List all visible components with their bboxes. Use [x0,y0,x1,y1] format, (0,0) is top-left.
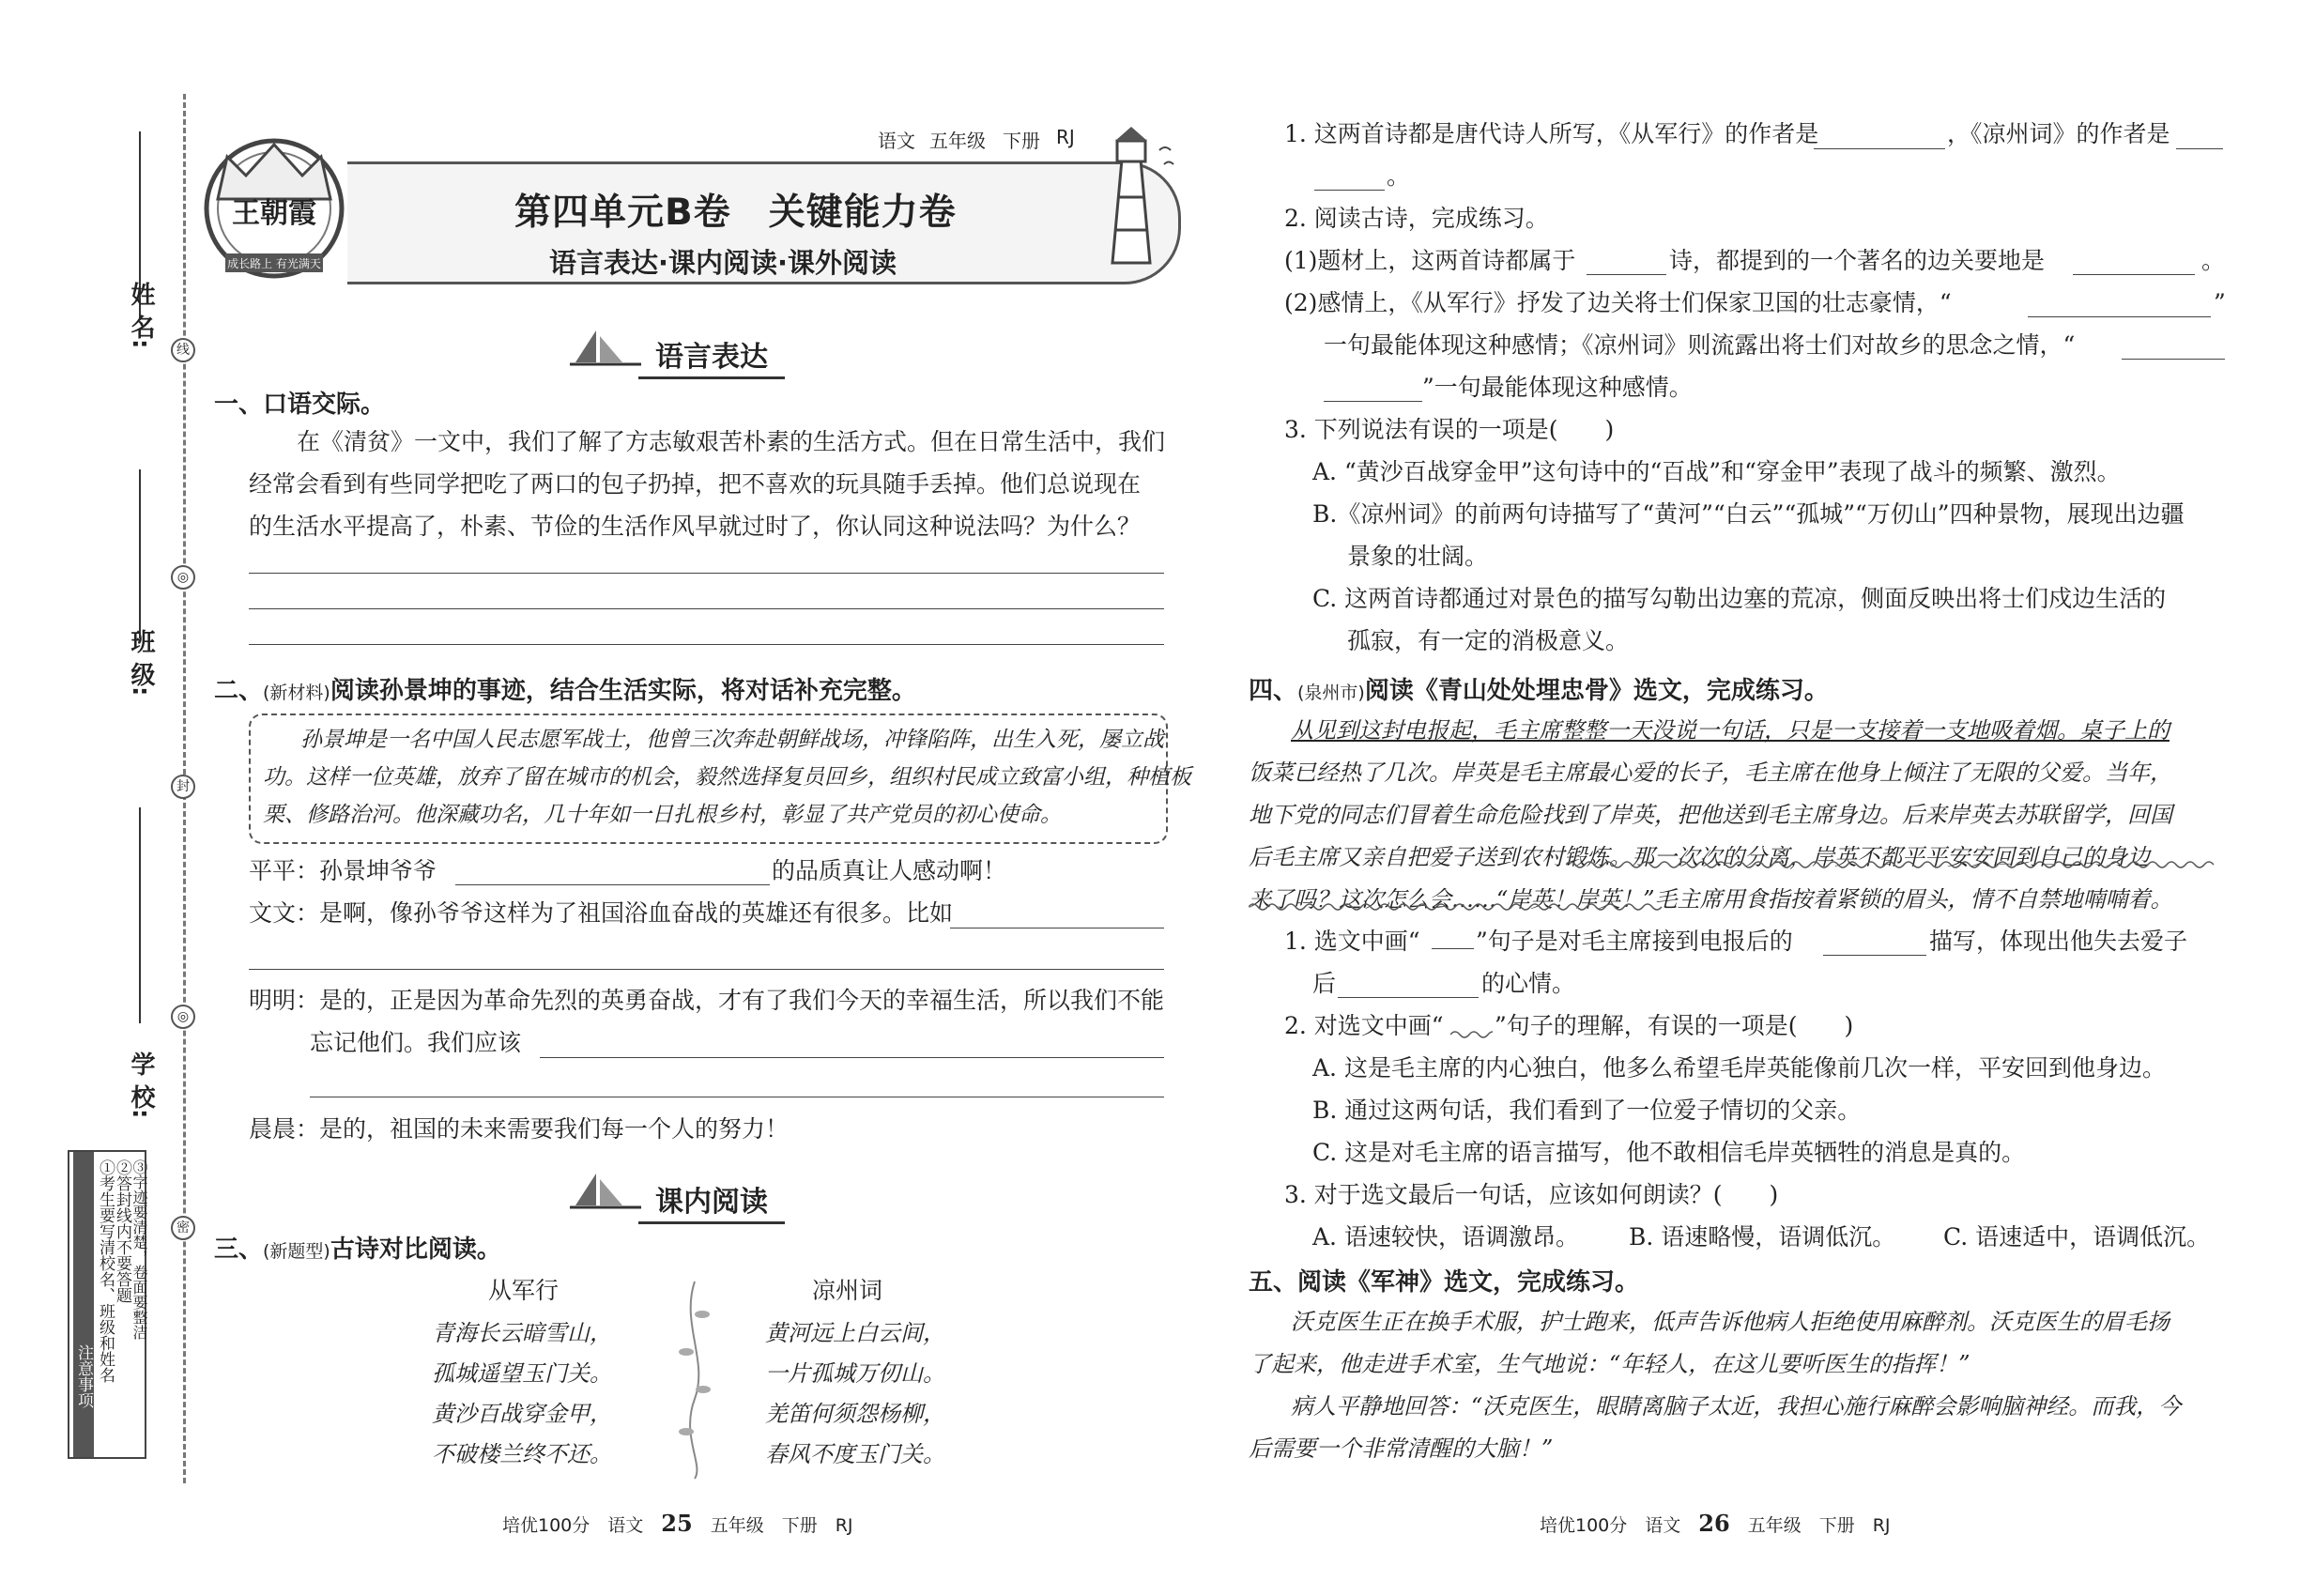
q4-2-wavy-mark [1450,1029,1493,1040]
q4-1-mark [1432,948,1474,949]
section-heading-language: 语言表达 [638,333,785,379]
footer-left-post: 五年级 下册 RJ [710,1515,853,1536]
r2-title: 2. 阅读古诗，完成练习。 [1284,205,1549,232]
r3-title: 3. 下列说法有误的一项是( ) [1284,416,1615,443]
q3-text: 古诗对比阅读。 [330,1235,501,1264]
q5-text-line: 病人平静地回答：“沃克医生，眼睛离脑子太近，我担心施行麻醉会影响脑神经。而我，今 [1291,1393,2182,1420]
poem2-line: 春风不度玉门关。 [765,1441,945,1467]
r2-2-blank-1[interactable] [2028,316,2211,317]
q4-wavy-underline [1249,901,1666,913]
q1-title: 一、口语交际。 [214,391,386,419]
q4-text-line: 饭菜已经热了几次。岸英是毛主席最心爱的长子，毛主席在他身上倾注了无限的父爱。当年， [1249,760,2172,786]
q3-prefix: 三、 [214,1235,264,1264]
r2-2-blank-2b[interactable] [1324,401,1422,402]
logo-text: 王朝霞 [232,197,316,230]
brand-logo [199,133,349,284]
q2-tag: (新材料) [263,683,330,703]
r2-2-blank-2[interactable] [2122,359,2225,360]
notes-title: 注意事项 [74,1344,93,1408]
poem2-line: 一片孤城万仞山。 [765,1360,945,1387]
lighthouse-icon [1080,122,1183,272]
r3-option-c-2: 孤寂，有一定的消极意义。 [1347,627,1630,654]
q4-text-line: 来了吗？这次怎么会……“岸英！岸英！”毛主席用食指按着紧锁的眉头，情不自禁地喃喃着。 [1249,886,2173,913]
header-grade: 五年级 [929,130,986,152]
q4-prefix: 四、 [1249,677,1298,705]
q4-2-option-b[interactable]: B. 通过这两句话，我们看到了一位爱子情切的父亲。 [1312,1097,1862,1124]
sailboat-icon [568,329,643,371]
poem1-line: 孤城遥望玉门关。 [432,1360,612,1387]
dialog-mingming-b: 忘记他们。我们应该 [310,1029,522,1056]
binding-mark-seal: 封 [171,775,195,799]
q4-text-line: 地下党的同志们冒着生命危险找到了岸英，把他送到毛主席身边。后来岸英去苏联留学，回国 [1249,802,2172,828]
r1-blank-2b[interactable] [1314,190,1385,191]
dialog-mingming-blank[interactable] [540,1057,1164,1058]
q4-1-b: ”句子是对毛主席接到电报后的 [1476,928,1793,955]
q2-text: 阅读孙景坤的事迹，结合生活实际，将对话补充完整。 [330,677,916,705]
q5-text-line: 了起来，他走进手术室，生气地说：“年轻人，在这儿要听医生的指挥！” [1249,1351,1970,1377]
dialog-mingming-a: 明明：是的，正是因为革命先烈的英勇奋战，才有了我们今天的幸福生活，所以我们不能 [249,987,1165,1014]
r2-2-a: (2)感情上，《从军行》抒发了边关将士们保家卫国的壮志豪情，“ [1284,289,1952,316]
q4-3-option-b[interactable]: B. 语速略慢，语调低沉。 [1629,1223,1896,1251]
material-line-1: 孙景坤是一名中国人民志愿军战士，他曾三次奔赴朝鲜战场，冲锋陷阵，出生入死，屡立战 [300,728,1164,752]
q4-title [1249,671,1829,706]
r3-option-a[interactable]: A. “黄沙百战穿金甲”这句诗中的“百战”和“穿金甲”表现了战斗的频繁、激烈。 [1312,458,2121,485]
footer-right-post: 五年级 下册 RJ [1747,1515,1891,1536]
q4-2-option-a[interactable]: A. 这是毛主席的内心独白，他多么希望毛岸英能像前几次一样，平安回到他身边。 [1312,1054,2166,1082]
header-edition: RJ [1056,126,1075,148]
r2-1-c: 。 [2201,247,2226,274]
q4-tag: (泉州市) [1297,683,1365,703]
q4-3-title: 3. 对于选文最后一句话，应该如何朗读？( ) [1284,1181,1779,1208]
q1-line-2: 经常会看到有些同学把吃了两口的包子扔掉，把不喜欢的玩具随手丢掉。他们总说现在 [249,470,1142,498]
r1-a: 1. 这两首诗都是唐代诗人所写，《从军行》的作者是 [1284,120,1819,147]
q2-title [214,671,916,706]
binding-mark-secret: 密 [171,1216,195,1240]
q4-3-option-a[interactable]: A. 语速较快，语调激昂。 [1312,1223,1579,1251]
q1-line-1: 在《清贫》一文中，我们了解了方志敏艰苦朴素的生活方式。但在日常生活中，我们 [297,428,1166,455]
dialog-pingping-blank[interactable] [455,884,770,885]
poem1-line: 不破楼兰终不还。 [432,1441,612,1467]
q4-2-a: 2. 对选文中画“ [1284,1012,1444,1039]
dialog-pingping-b: 的品质真让人感动啊！ [772,857,1007,884]
q2-prefix: 二、 [214,677,264,705]
q4-2-option-c[interactable]: C. 这是对毛主席的语言描写，他不敢相信毛岸英牺牲的消息是真的。 [1312,1139,2026,1166]
r1-c: 。 [1387,162,1411,190]
r1-blank-1[interactable] [1814,148,1945,149]
vine-divider-icon [671,1277,718,1483]
footer-left-pre: 培优100分 语文 [502,1515,644,1536]
section-heading-reading: 课内阅读 [638,1178,785,1224]
r3-option-b[interactable]: B.《凉州词》的前两句诗描写了“黄河”“白云”“孤城”“万仞山”四种景物，展现出边疆 [1312,500,2185,528]
school-label: 学 校: [127,1051,155,1119]
q1-answer-line[interactable] [249,608,1164,609]
header-subject: 语文 [878,130,915,152]
q4-text-line: 后毛主席又亲自把爱子送到农村锻炼。那一次次的分离，岸英不都平平安安回到自己的身边 [1249,844,2150,870]
q5-text-line: 沃克医生正在换手术服，护士跑来，低声告诉他病人拒绝使用麻醉剂。沃克医生的眉毛扬 [1291,1309,2170,1335]
q3-tag: (新题型) [263,1241,330,1262]
class-label: 班 级: [127,629,155,697]
q4-2-b: ”句子的理解，有误的一项是( ) [1495,1012,1854,1039]
binding-hole-icon: ◎ [171,565,195,590]
q4-1-d: 后 [1312,970,1337,997]
q4-wavy-underline [1566,859,2218,870]
poem1-title: 从军行 [488,1277,560,1304]
q1-line-3: 的生活水平提高了，朴素、节俭的生活作风早就过时了，你认同这种说法吗？为什么？ [249,513,1142,540]
notes-box [68,1150,146,1459]
r1-b: ，《凉州词》的作者是 [1947,120,2170,147]
poem2-title: 凉州词 [812,1277,883,1304]
page-number-right: 26 [1698,1510,1730,1537]
q4-text-line: 从见到这封电报起，毛主席整整一天没说一句话，只是一支接着一支地吸着烟。桌子上的 [1291,717,2170,744]
logo-slogan: 成长路上 有光满天 [227,257,321,270]
q5-title: 五、阅读《军神》选文，完成练习。 [1249,1268,1640,1297]
r3-option-c[interactable]: C. 这两首诗都通过对景色的描写勾勒出边塞的荒凉，侧面反映出将士们戍边生活的 [1312,585,2167,612]
q4-3-option-c[interactable]: C. 语速适中，语调低沉。 [1943,1223,2211,1251]
r1-blank-2[interactable] [2176,148,2223,149]
q4-1-a: 1. 选文中画“ [1284,928,1420,955]
binding-hole-icon: ◎ [171,1005,195,1029]
q4-1-e: 的心情。 [1481,970,1576,997]
sailboat-icon [568,1172,643,1214]
q3-title [214,1230,501,1265]
dialog-wenwen-blank-2[interactable] [249,969,1164,970]
header-volume: 下册 [1003,130,1040,152]
q1-answer-line[interactable] [249,644,1164,645]
binding-mark-line: 线 [171,338,195,362]
r2-1-blank-2[interactable] [2073,274,2195,275]
material-line-3: 栗、修路治河。他深藏功名，几十年如一日扎根乡村，彰显了共产党员的初心使命。 [263,803,1062,827]
poem2-line: 羌笛何须怨杨柳， [765,1401,945,1427]
r2-1-blank-1[interactable] [1587,274,1666,275]
material-line-2: 功。这样一位英雄，放弃了留在城市的机会，毅然选择复员回乡，组织村民成立致富小组，种植板 [263,765,1191,790]
q4-1-blank-1[interactable] [1823,955,1926,956]
note-2: ②答封线内不要答题 [113,1159,131,1303]
footer-left [502,1510,853,1537]
class-field-line[interactable] [139,469,141,638]
dialog-pingping-a: 平平：孙景坤爷爷 [249,857,437,884]
poem1-line: 黄沙百战穿金甲， [432,1401,612,1427]
q5-text-line: 后需要一个非常清醒的大脑！” [1249,1435,1554,1462]
r3-option-b-2: 景象的壮阔。 [1347,543,1489,570]
poem1-line: 青海长云暗雪山， [432,1320,612,1346]
q4-1-blank-2[interactable] [1338,997,1479,998]
q4-1-c: 描写，体现出他失去爱子 [1929,928,2188,955]
page-number-left: 25 [661,1510,693,1537]
note-3: ③字迹要清楚，卷面要整洁 [130,1159,148,1340]
dialog-chenchen: 晨晨：是的，祖国的未来需要我们每一个人的努力！ [249,1115,790,1143]
page-title: 第四单元B卷 关键能力卷 [514,192,957,234]
footer-right-pre: 培优100分 语文 [1540,1515,1681,1536]
q4-text: 阅读《青山处处埋忠骨》选文，完成练习。 [1364,677,1829,705]
r2-2-c: 一句最能体现这种感情；《凉州词》则流露出将士们对故乡的思念之情，“ [1324,331,2076,359]
note-1: ①考生要写清校名、班级和姓名 [96,1159,115,1383]
r2-1-a: (1)题材上，这两首诗都属于 [1284,247,1576,274]
page-subtitle: 语言表达·课内阅读·课外阅读 [549,247,897,279]
r2-1-b: 诗，都提到的一个著名的边关要地是 [1669,247,2046,274]
q1-answer-line[interactable] [249,573,1164,574]
r2-2-d: ”一句最能体现这种感情。 [1422,374,1693,401]
footer-right [1540,1510,1891,1537]
name-label: 姓 名: [127,282,155,349]
poem2-line: 黄河远上白云间， [765,1320,945,1346]
dialog-wenwen: 文文：是啊，像孙爷爷这样为了祖国浴血奋战的英雄还有很多。比如 [249,899,954,927]
school-field-line[interactable] [139,807,141,1023]
r2-2-b: ” [2214,289,2226,316]
